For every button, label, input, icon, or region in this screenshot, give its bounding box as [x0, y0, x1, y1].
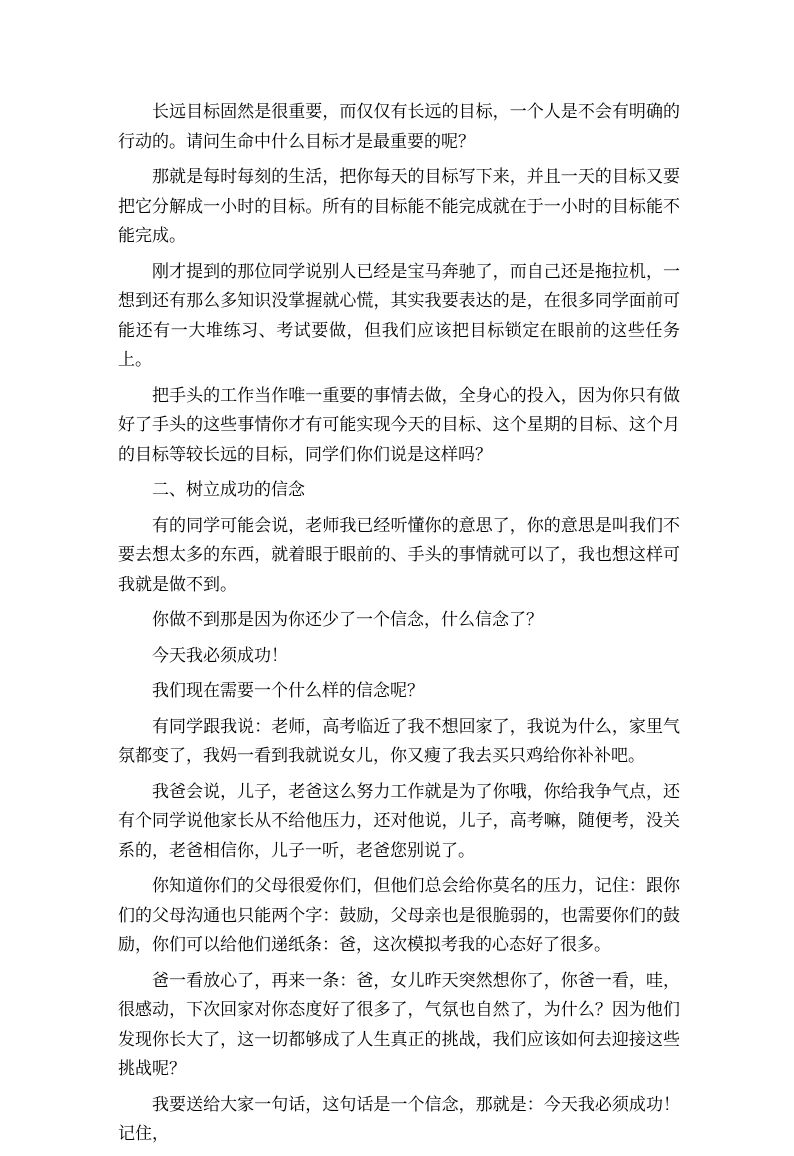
paragraph-12: 你知道你们的父母很爱你们，但他们总会给你莫名的压力，记住：跟你们的父母沟通也只能两个字：鼓励，父母亲也是很脆弱的，也需要你们的鼓励，你们可以给他们递纸条：爸，这次模拟考我的心态好了很多。: [118, 876, 680, 955]
paragraph-7: 你做不到那是因为你还少了一个信念，什么信念了？: [152, 610, 543, 630]
paragraph-13: 爸一看放心了，再来一条：爸，女儿昨天突然想你了，你爸一看，哇，很感动，下次回家对你态度好了很多了，气氛也自然了，为什么？因为他们发现你长大了，这一切都够成了人生真正的挑战，我们应该如何去迎接这些挑战呢？: [118, 970, 680, 1079]
paragraph-10: 有同学跟我说：老师，高考临近了我不想回家了，我说为什么，家里气氛都变了，我妈一看到我就说女儿，你又瘦了我去买只鸡给你补补吧。: [118, 716, 680, 766]
paragraph-9: 我们现在需要一个什么样的信念呢？: [152, 681, 424, 701]
document-body: [118, 98, 680, 1156]
section-heading: 二、树立成功的信念: [152, 480, 305, 500]
paragraph-6: 有的同学可能会说，老师我已经听懂你的意思了，你的意思是叫我们不要去想太多的东西，就着眼于眼前的、手头的事情就可以了，我也想这样可我就是做不到。: [118, 515, 680, 595]
paragraph-3: 刚才提到的那位同学说别人已经是宝马奔驰了，而自己还是拖拉机，一想到还有那么多知识没掌握就心慌，其实我要表达的是，在很多同学面前可能还有一大堆练习、考试要做，但我们应该把目标锁定在眼前的这些任务上。: [118, 261, 680, 370]
paragraph-2: 那就是每时每刻的生活，把你每天的目标写下来，并且一天的目标又要把它分解成一小时的目标。所有的目标能不能完成就在于一小时的目标能不能完成。: [118, 167, 680, 246]
paragraph-14: 我要送给大家一句话，这句话是一个信念，那就是：今天我必须成功！记住，: [118, 1094, 680, 1144]
paragraph-1: 长远目标固然是很重要，而仅仅有长远的目标，一个人是不会有明确的行动的。请问生命中什么目标才是最重要的呢？: [118, 102, 680, 152]
paragraph-11: 我爸会说，儿子，老爸这么努力工作就是为了你哦，你给我争气点，还有个同学说他家长从不给他压力，还对他说，儿子，高考嘛，随便考，没关系的，老爸相信你，儿子一听，老爸您别说了。: [118, 781, 680, 861]
paragraph-8: 今天我必须成功！: [152, 645, 288, 666]
paragraph-4: 把手头的工作当作唯一重要的事情去做，全身心的投入，因为你只有做好了手头的这些事情你才有可能实现今天的目标、这个星期的目标、这个月的目标等较长远的目标，同学们你们说是这样吗？: [118, 385, 680, 465]
